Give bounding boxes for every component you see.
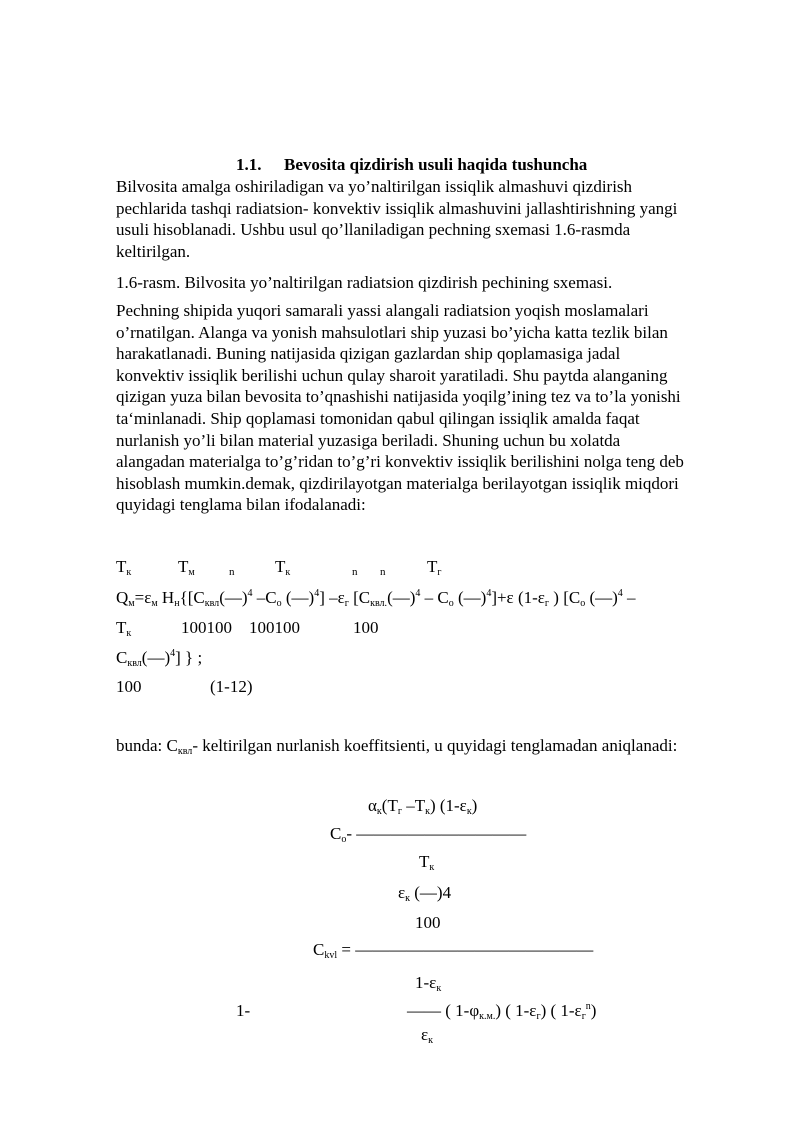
eq2-co-line: $C_o-$ —————————— bbox=[330, 824, 527, 845]
eq1-line4: $C_{квл}(—)^4$] } ; bbox=[116, 648, 203, 669]
body-line: hisoblash mumkin.demak, qizdirilayotgan materialga berilayotgan issiqlik miqdori bbox=[116, 473, 679, 493]
body-line: alangadan materialga to’g’ridan to’g’ri konvektiv issiqlik berilishini nolga teng deb bbox=[116, 452, 684, 472]
eq2-one-minus-epsk: $1-\varepsilon_к$ bbox=[415, 973, 442, 994]
eq1-top-n3: n bbox=[380, 566, 386, 578]
intro-line: pechlarida tashqi radiatsion- konvektiv issiqlik almashuvini jallashtirishning yangi bbox=[116, 198, 678, 218]
section-title: Bevosita qizdirish usuli haqida tushuncha bbox=[284, 155, 588, 174]
eq1-top-n: n bbox=[229, 566, 235, 578]
eq2-eps-bottom: $\varepsilon_к$ bbox=[421, 1025, 433, 1046]
body-line: konvektiv issiqlik berilishi uchun qulay sharoit yaratiladi. Shu paytda alanganing bbox=[116, 365, 668, 385]
eq2-one-minus: 1- bbox=[236, 1001, 251, 1020]
intro-line: keltirilgan. bbox=[116, 241, 191, 261]
equation-number: (1-12) bbox=[210, 677, 253, 696]
body-paragraph bbox=[116, 300, 756, 516]
eq2-100: 100 bbox=[415, 913, 441, 932]
figure-caption-text: 1.6-rasm. Bilvosita yo’naltirilgan radiatsion qizdirish pechining sxemasi. bbox=[116, 273, 613, 292]
body-line: ta‘minlanadi. Ship qoplamasi tomonidan qabul qilingan issiqlik amalda faqat bbox=[116, 408, 640, 428]
body-line: harakatlanadi. Buning natijasida qizigan gazlardan ship qoplamasiga jadal bbox=[116, 344, 621, 364]
eq2-tk: $T_к$ bbox=[419, 852, 435, 873]
eq1-line5-100: 100 bbox=[116, 677, 142, 696]
intro-line: usuli hisoblanadi. Ushbu usul qo’llaniladigan pechning sxemasi 1.6-rasmda bbox=[116, 220, 631, 240]
eq1-top-tm: $T_м$ bbox=[178, 557, 195, 578]
intro-paragraph bbox=[116, 176, 756, 262]
body-line: nurlanish yo’li bilan material yuzasiga beriladi. Shuning uchun bu xolatda bbox=[116, 430, 621, 450]
body-line: quyidagi tenglama bilan ifodalanadi: bbox=[116, 495, 366, 515]
eq2-tail-line: —— ( $1-\varphi_{к.м.}$) ( $1-\varepsilon_г$) ( $1-\varepsilon_г^n$) bbox=[407, 1001, 597, 1022]
eq1-main-line: $Q_м=\varepsilon_м$ $H_н\{[C_{квл}(—)^4$ $-C_o$ (—)$^4$] $-\varepsilon_г$ [$C_{квл.}(—)^4 - C_o$ (—)$^4$]+ε ($1-\varepsilon_г$ ) [$C_o$ (—)$^4$ – bbox=[116, 588, 636, 609]
eq1-below-nums: 100100 100100 bbox=[181, 618, 300, 637]
eq2-ckvl-line: $C_{kvl}$ = —————————————— bbox=[313, 940, 594, 961]
eq1-top-n2: n bbox=[352, 566, 358, 578]
bunda-line: bunda: $C_{квл}-$ keltirilgan nurlanish koeffitsienti, u quyidagi tenglamadan aniqlanadi: bbox=[116, 736, 678, 757]
intro-line: Bilvosita amalga oshiriladigan va yo’naltirilgan issiqlik almashuvi qizdirish bbox=[116, 177, 633, 196]
eq2-numerator: $\alpha_к(T_г$ $-T_к$) $(1-\varepsilon_к)$ bbox=[368, 796, 478, 817]
eq1-below-100: 100 bbox=[353, 618, 379, 637]
body-line: o’rnatilgan. Alanga va yonish mahsulotlari ship yuzasi bo’yicha katta tezlik bilan bbox=[116, 322, 668, 342]
body-line: qizigan yuza bilan bevosita to’qnashishi natijasida yoqilg’ining tez va to’la yonishi bbox=[116, 387, 681, 407]
section-heading bbox=[236, 155, 587, 175]
eq1-below-tk: $T_к$ bbox=[116, 618, 132, 639]
figure-caption bbox=[116, 272, 756, 294]
eq1-top-tk: $T_к$ bbox=[116, 557, 132, 578]
eq1-top-tk2: $T_к$ bbox=[275, 557, 291, 578]
body-line: Pechning shipida yuqori samarali yassi alangali radiatsion yoqish moslamalari bbox=[116, 301, 649, 320]
eq2-epsk-line: $\varepsilon_к$ (—)4 bbox=[398, 883, 452, 904]
section-number: 1.1. bbox=[236, 155, 262, 174]
eq1-top-tg: $T_г$ bbox=[427, 557, 442, 578]
